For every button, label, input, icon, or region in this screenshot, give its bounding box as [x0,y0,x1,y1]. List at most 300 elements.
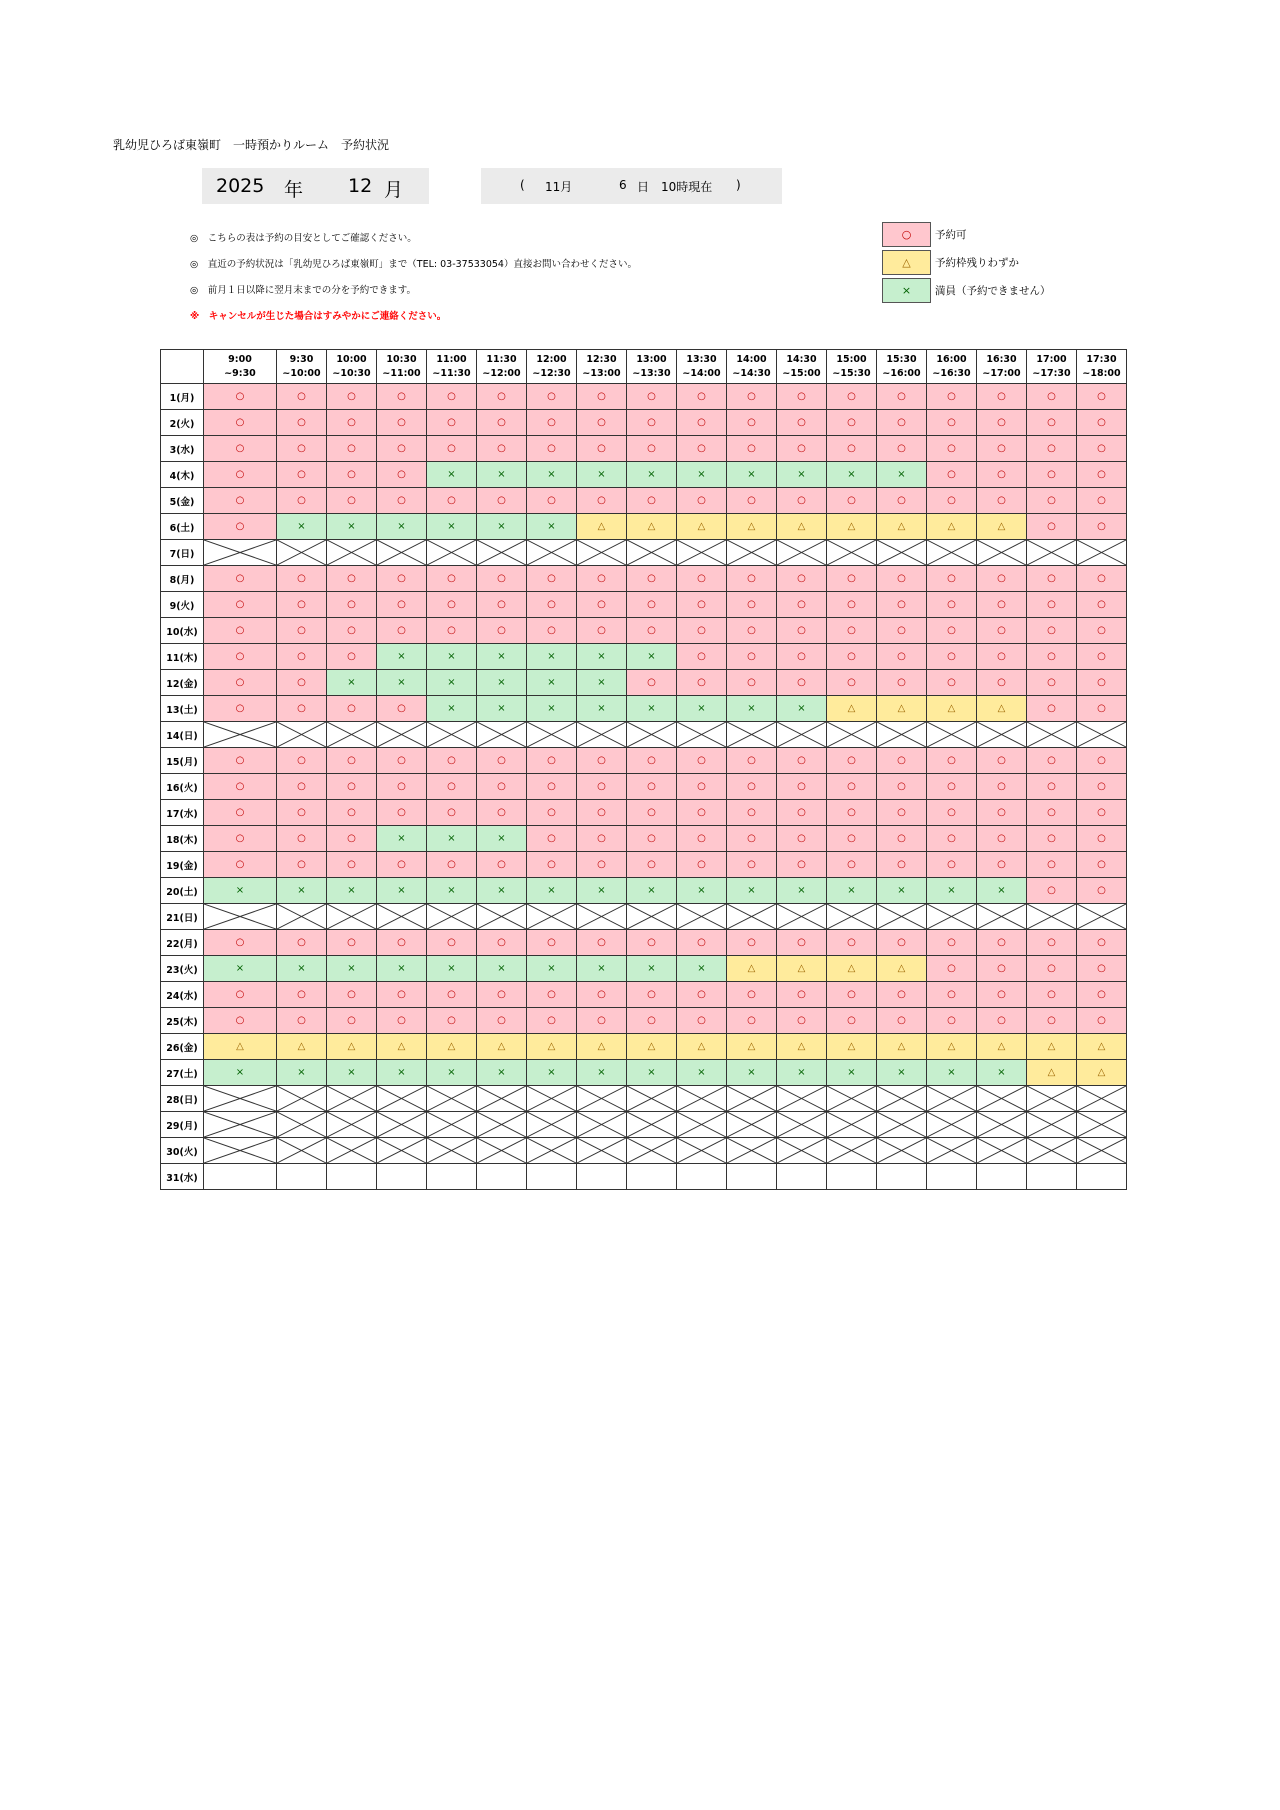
closed-cross-icon [577,722,626,747]
slot-status-cell: △ [877,514,927,540]
slot-status-cell: ○ [677,488,727,514]
closed-cell [377,1112,427,1138]
slot-status-cell: ○ [677,566,727,592]
page-title: 乳幼児ひろば東嶺町 一時預かりルーム 予約状況 [113,138,390,152]
closed-cell [204,540,277,566]
slot-status-cell: △ [927,514,977,540]
slot-status-cell: ○ [877,748,927,774]
slot-status-cell: ○ [977,566,1027,592]
day-label: 15(月) [161,748,204,774]
year-value: 2025 [216,175,265,197]
slot-status-cell: ○ [204,566,277,592]
slot-status-cell: ○ [1077,670,1127,696]
slot-status-cell: ○ [1077,1008,1127,1034]
slot-status-cell: △ [377,1034,427,1060]
slot-status-cell: ○ [1027,436,1077,462]
slot-status-cell: ○ [477,566,527,592]
slot-status-cell: × [427,878,477,904]
empty-cell [327,1164,377,1190]
closed-cell [777,1138,827,1164]
slot-status-cell: ○ [427,384,477,410]
empty-cell [577,1164,627,1190]
slot-status-cell: ○ [977,1008,1027,1034]
slot-status-cell: ○ [877,982,927,1008]
slot-status-cell: ○ [377,982,427,1008]
slot-status-cell: ○ [527,930,577,956]
slot-status-cell: ○ [827,488,877,514]
slot-status-cell: × [527,956,577,982]
slot-status-cell: ○ [827,800,877,826]
closed-cell [677,1112,727,1138]
slot-status-cell: ○ [1077,384,1127,410]
closed-cross-icon [877,1138,926,1163]
closed-cross-icon [1027,1138,1076,1163]
slot-status-cell: ○ [677,826,727,852]
closed-cross-icon [677,1112,726,1137]
as-of-day: 6 [619,178,627,192]
slot-status-cell: ○ [1027,774,1077,800]
slot-status-cell: ○ [927,670,977,696]
closed-cross-icon [377,904,426,929]
slot-status-cell: ○ [527,436,577,462]
closed-cross-icon [677,1086,726,1111]
slot-status-cell: ○ [327,488,377,514]
closed-cell [527,1086,577,1112]
closed-cell [1077,722,1127,748]
day-label: 21(日) [161,904,204,930]
closed-cross-icon [527,1112,576,1137]
slot-status-cell: ○ [627,618,677,644]
slot-status-cell: ○ [1027,410,1077,436]
slot-header [777,350,827,384]
closed-cell [477,540,527,566]
slot-status-cell: × [577,670,627,696]
slot-status-cell: ○ [377,436,427,462]
slot-start: 10:00 [336,353,367,365]
slot-end: ~12:30 [532,367,571,379]
slot-status-cell: ○ [677,982,727,1008]
closed-cell [577,1086,627,1112]
day-label: 2(火) [161,410,204,436]
slot-status-cell: △ [527,1034,577,1060]
closed-cell [204,1086,277,1112]
slot-status-cell: × [877,878,927,904]
slot-status-cell: ○ [1077,592,1127,618]
slot-status-cell: ○ [477,410,527,436]
closed-cell [1027,540,1077,566]
note-1: ◎ こちらの表は予約の目安としてご確認ください。 [190,233,417,244]
year-month-box [202,168,429,204]
slot-status-cell: ○ [727,566,777,592]
legend-swatch-full: × [882,278,931,303]
slot-status-cell: ○ [527,566,577,592]
closed-cross-icon [927,1086,976,1111]
slot-start: 12:30 [586,353,617,365]
slot-status-cell: ○ [1077,514,1127,540]
slot-status-cell: ○ [1077,410,1127,436]
closed-cross-icon [277,1138,326,1163]
closed-cross-icon [377,722,426,747]
slot-start: 16:30 [986,353,1017,365]
closed-cell [427,1138,477,1164]
slot-status-cell: ○ [1027,384,1077,410]
slot-status-cell: ○ [727,592,777,618]
as-of-time: 10時現在 [661,180,713,194]
closed-cross-icon [327,1138,376,1163]
slot-status-cell: ○ [204,930,277,956]
closed-cell [477,1138,527,1164]
closed-cross-icon [527,540,576,565]
slot-status-cell: ○ [327,1008,377,1034]
slot-status-cell: × [577,878,627,904]
table-row [161,800,1127,826]
slot-status-cell: ○ [1077,566,1127,592]
empty-cell [377,1164,427,1190]
header-corner [161,350,204,384]
empty-cell [527,1164,577,1190]
slot-status-cell: × [777,696,827,722]
slot-status-cell: ○ [527,592,577,618]
closed-cross-icon [927,722,976,747]
slot-start: 16:00 [936,353,967,365]
slot-status-cell: ○ [327,930,377,956]
slot-start: 15:30 [886,353,917,365]
slot-status-cell: ○ [1027,592,1077,618]
slot-status-cell: ○ [204,982,277,1008]
closed-cross-icon [977,1138,1026,1163]
slot-start: 9:00 [228,353,252,365]
closed-cross-icon [927,1138,976,1163]
slot-status-cell: ○ [877,930,927,956]
slot-status-cell: ○ [877,566,927,592]
closed-cross-icon [777,1138,826,1163]
table-row [161,1008,1127,1034]
slot-status-cell: ○ [477,748,527,774]
slot-status-cell: ○ [577,592,627,618]
slot-status-cell: × [677,696,727,722]
slot-status-cell: ○ [727,670,777,696]
slot-status-cell: ○ [977,436,1027,462]
slot-status-cell: ○ [977,488,1027,514]
slot-status-cell: ○ [827,748,877,774]
closed-cross-icon [1077,540,1126,565]
closed-cell [777,722,827,748]
closed-cell [277,540,327,566]
slot-status-cell: ○ [1077,696,1127,722]
table-row [161,852,1127,878]
table-row [161,540,1127,566]
closed-cross-icon [927,540,976,565]
slot-status-cell: ○ [977,618,1027,644]
slot-status-cell: × [577,462,627,488]
slot-status-cell: ○ [577,774,627,800]
day-label: 8(月) [161,566,204,592]
slot-status-cell: ○ [727,488,777,514]
closed-cell [927,1112,977,1138]
closed-cell [327,722,377,748]
slot-status-cell: ○ [377,774,427,800]
slot-start: 10:30 [386,353,417,365]
closed-cell [877,1138,927,1164]
slot-status-cell: ○ [377,618,427,644]
closed-cross-icon [204,1086,276,1111]
legend [882,220,1051,304]
day-label: 30(火) [161,1138,204,1164]
closed-cell [327,904,377,930]
closed-cell [277,904,327,930]
slot-status-cell: ○ [677,852,727,878]
slot-status-cell: × [627,956,677,982]
slot-status-cell: ○ [727,826,777,852]
closed-cell [527,1112,577,1138]
slot-status-cell: ○ [204,644,277,670]
slot-status-cell: ○ [1027,826,1077,852]
slot-status-cell: × [427,462,477,488]
slot-status-cell: ○ [477,852,527,878]
closed-cross-icon [427,904,476,929]
closed-cross-icon [1077,1138,1126,1163]
slot-status-cell: ○ [427,566,477,592]
day-label: 26(金) [161,1034,204,1060]
slot-status-cell: × [477,1060,527,1086]
table-row [161,696,1127,722]
slot-status-cell: ○ [1077,436,1127,462]
slot-status-cell: △ [727,514,777,540]
slot-status-cell: × [477,514,527,540]
slot-status-cell: ○ [777,774,827,800]
slot-status-cell: ○ [627,1008,677,1034]
slot-status-cell: ○ [877,592,927,618]
slot-status-cell: ○ [277,462,327,488]
slot-status-cell: ○ [877,644,927,670]
slot-status-cell: ○ [777,618,827,644]
slot-status-cell: ○ [1027,566,1077,592]
slot-status-cell: ○ [927,488,977,514]
slot-status-cell: ○ [977,670,1027,696]
slot-status-cell: ○ [427,488,477,514]
slot-status-cell: ○ [477,592,527,618]
note-cancel: ※ キャンセルが生じた場合はすみやかにご連絡ください。 [190,311,447,322]
slot-status-cell: ○ [277,384,327,410]
as-of-box [481,168,782,204]
slot-status-cell: × [727,878,777,904]
slot-start: 17:30 [1086,353,1117,365]
slot-status-cell: ○ [1077,462,1127,488]
empty-cell [1027,1164,1077,1190]
closed-cell [427,904,477,930]
reservation-table [160,349,1127,1190]
slot-status-cell: × [927,878,977,904]
slot-status-cell: △ [927,696,977,722]
slot-status-cell: ○ [727,852,777,878]
slot-status-cell: ○ [677,930,727,956]
slot-status-cell: × [877,462,927,488]
slot-status-cell: ○ [427,592,477,618]
closed-cross-icon [477,1086,526,1111]
slot-status-cell: △ [827,1034,877,1060]
table-row [161,930,1127,956]
slot-status-cell: ○ [677,618,727,644]
slot-status-cell: ○ [577,982,627,1008]
closed-cross-icon [727,540,776,565]
slot-status-cell: ○ [1077,800,1127,826]
slot-status-cell: × [627,878,677,904]
closed-cell [827,1112,877,1138]
slot-status-cell: ○ [927,436,977,462]
closed-cross-icon [327,1112,376,1137]
slot-status-cell: × [477,956,527,982]
closed-cell [377,722,427,748]
slot-header [827,350,877,384]
slot-status-cell: × [627,696,677,722]
closed-cell [627,722,677,748]
closed-cell [1077,1112,1127,1138]
closed-cell [577,1112,627,1138]
slot-status-cell: ○ [1027,696,1077,722]
slot-status-cell: × [427,826,477,852]
slot-end: ~17:00 [982,367,1021,379]
table-row [161,1138,1127,1164]
closed-cross-icon [204,540,276,565]
slot-status-cell: ○ [327,800,377,826]
closed-cross-icon [527,1138,576,1163]
slot-status-cell: ○ [327,592,377,618]
slot-status-cell: ○ [277,800,327,826]
slot-status-cell: △ [877,1034,927,1060]
slot-header [727,350,777,384]
table-row [161,514,1127,540]
slot-status-cell: × [327,878,377,904]
table-row [161,1086,1127,1112]
day-label: 16(火) [161,774,204,800]
slot-status-cell: ○ [727,748,777,774]
slot-header [327,350,377,384]
slot-header [427,350,477,384]
closed-cell [377,1086,427,1112]
slot-status-cell: ○ [827,982,877,1008]
closed-cell [727,1086,777,1112]
slot-status-cell: ○ [927,800,977,826]
slot-status-cell: △ [577,1034,627,1060]
day-label: 13(土) [161,696,204,722]
slot-status-cell: ○ [477,930,527,956]
slot-status-cell: ○ [277,774,327,800]
slot-status-cell: ○ [327,826,377,852]
slot-status-cell: ○ [627,982,677,1008]
slot-status-cell: ○ [727,618,777,644]
closed-cross-icon [677,722,726,747]
slot-status-cell: ○ [277,1008,327,1034]
slot-status-cell: ○ [1077,852,1127,878]
slot-status-cell: ○ [677,670,727,696]
closed-cross-icon [977,540,1026,565]
closed-cross-icon [327,540,376,565]
day-label: 5(金) [161,488,204,514]
closed-cross-icon [527,1086,576,1111]
slot-status-cell: × [627,644,677,670]
closed-cell [827,540,877,566]
slot-status-cell: ○ [627,930,677,956]
slot-status-cell: × [827,1060,877,1086]
closed-cell [427,540,477,566]
table-row [161,1060,1127,1086]
closed-cell [277,1112,327,1138]
closed-cross-icon [827,1112,876,1137]
slot-status-cell: ○ [727,1008,777,1034]
slot-status-cell: ○ [827,384,877,410]
slot-status-cell: ○ [204,826,277,852]
slot-status-cell: ○ [1077,982,1127,1008]
closed-cross-icon [827,1086,876,1111]
slot-status-cell: ○ [627,410,677,436]
slot-header [204,350,277,384]
slot-status-cell: ○ [777,566,827,592]
slot-status-cell: ○ [377,410,427,436]
slot-status-cell: × [277,514,327,540]
slot-status-cell: × [527,462,577,488]
slot-header [377,350,427,384]
closed-cross-icon [427,1086,476,1111]
closed-cell [277,722,327,748]
slot-status-cell: ○ [204,436,277,462]
closed-cell [577,904,627,930]
as-of-month: 11月 [545,180,573,194]
slot-status-cell: △ [477,1034,527,1060]
slot-end: ~18:00 [1082,367,1121,379]
slot-status-cell: ○ [204,852,277,878]
slot-status-cell: ○ [977,800,1027,826]
slot-header [877,350,927,384]
slot-status-cell: ○ [427,800,477,826]
slot-status-cell: ○ [204,384,277,410]
slot-status-cell: ○ [327,852,377,878]
closed-cell [927,904,977,930]
slot-status-cell: △ [204,1034,277,1060]
closed-cross-icon [277,722,326,747]
slot-status-cell: △ [1027,1034,1077,1060]
slot-status-cell: ○ [1027,488,1077,514]
slot-status-cell: ○ [1077,956,1127,982]
slot-status-cell: ○ [204,800,277,826]
slot-status-cell: × [627,1060,677,1086]
day-label: 27(土) [161,1060,204,1086]
slot-status-cell: × [477,826,527,852]
slot-status-cell: ○ [277,592,327,618]
slot-status-cell: ○ [877,384,927,410]
slot-status-cell: ○ [527,982,577,1008]
slot-status-cell: ○ [627,852,677,878]
closed-cell [627,540,677,566]
slot-status-cell: ○ [977,826,1027,852]
slot-status-cell: × [377,644,427,670]
closed-cross-icon [627,1112,676,1137]
slot-status-cell: × [977,1060,1027,1086]
slot-status-cell: × [727,1060,777,1086]
legend-item-available [882,220,1051,248]
closed-cross-icon [627,1086,676,1111]
slot-status-cell: × [527,514,577,540]
slot-status-cell: ○ [277,644,327,670]
slot-status-cell: × [427,1060,477,1086]
closed-cell [927,1138,977,1164]
closed-cell [777,904,827,930]
slot-status-cell: △ [627,514,677,540]
slot-status-cell: ○ [927,852,977,878]
slot-status-cell: ○ [477,618,527,644]
day-label: 17(水) [161,800,204,826]
slot-status-cell: ○ [727,644,777,670]
legend-swatch-few: △ [882,250,931,275]
